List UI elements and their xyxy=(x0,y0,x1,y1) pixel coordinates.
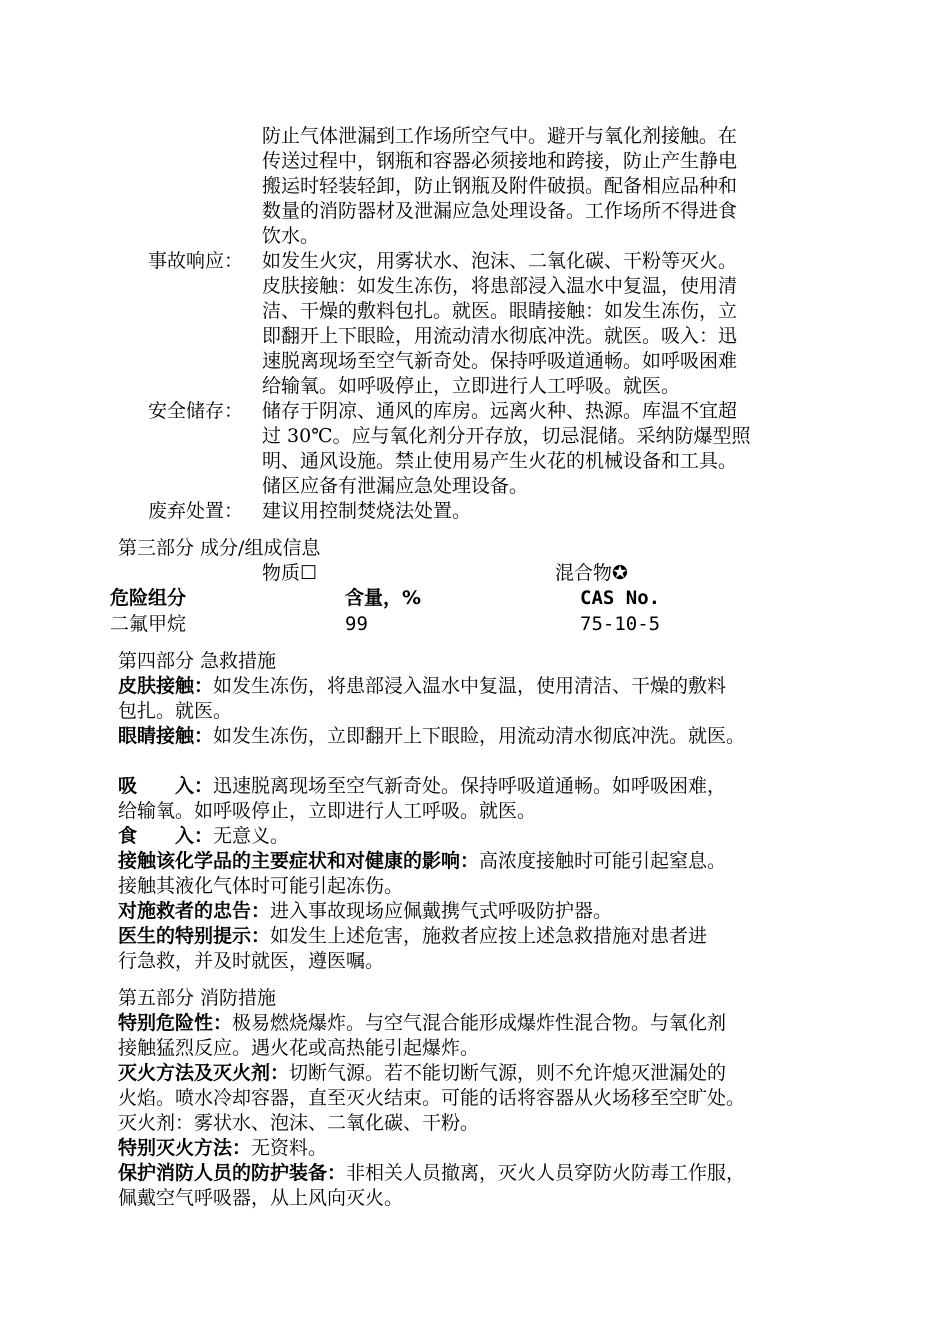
text-line: 储区应备有泄漏应急处理设备。 xyxy=(262,475,529,497)
text-line: 速脱离现场至空气新奇处。保持呼吸道通畅。如呼吸困难 xyxy=(262,350,738,372)
accident-label: 事故响应： xyxy=(148,250,244,272)
disposal-label: 废弃处置： xyxy=(148,500,244,522)
substance-option: 物质☐ xyxy=(262,562,318,584)
special-hazard: 特别危险性：极易燃烧爆炸。与空气混合能形成爆炸性混合物。与氧化剂 xyxy=(118,1012,727,1034)
table-cell-content: 99 xyxy=(345,613,368,635)
table-cell-component: 二氟甲烷 xyxy=(110,613,187,635)
text-line: 如发生火灾，用雾状水、泡沫、二氧化碳、干粉等灭火。 xyxy=(262,250,738,272)
text-line: 过 30℃。应与氧化剂分开存放，切忌混储。采纳防爆型照 xyxy=(262,425,751,447)
part5-body xyxy=(118,1011,848,1211)
text-line: 接触其液化气体时可能引起冻伤。 xyxy=(118,875,404,897)
text-line: 火焰。喷水冷却容器，直至灭火结束。可能的话将容器从火场移至空旷处。 xyxy=(118,1087,746,1109)
text-line: 传送过程中，钢瓶和容器必须接地和跨接，防止产生静电 xyxy=(262,150,738,172)
text-line: 行急救，并及时就医，遵医嘱。 xyxy=(118,950,385,972)
safe-storage xyxy=(148,399,848,499)
storage-label: 安全储存： xyxy=(148,400,244,422)
text-line: 数量的消防器材及泄漏应急处理设备。工作场所不得进食 xyxy=(262,200,738,222)
part3-title: 第三部分 成分/组成信息 xyxy=(118,537,321,559)
protective-equipment: 保护消防人员的防护装备：非相关人员撤离，灭火人员穿防火防毒工作服， xyxy=(118,1162,746,1184)
text-line: 皮肤接触：如发生冻伤，将患部浸入温水中复温，使用清 xyxy=(262,275,738,297)
text-line: 给输氧。如呼吸停止，立即进行人工呼吸。就医。 xyxy=(262,375,681,397)
mixture-option: 混合物✪ xyxy=(555,562,628,584)
part4-body xyxy=(118,674,848,974)
text-line: 储存于阴凉、通风的库房。远离火种、热源。库温不宜超 xyxy=(262,400,738,422)
table-header-content: 含量，% xyxy=(345,587,422,609)
ingestion: 食 入：无意义。 xyxy=(118,825,290,847)
rescuer-advice: 对施救者的忠告：进入事故现场应佩戴携气式呼吸防护器。 xyxy=(118,900,613,922)
text-line: 防止气体泄漏到工作场所空气中。避开与氧化剂接触。在 xyxy=(262,125,738,147)
part4-title: 第四部分 急救措施 xyxy=(118,650,277,672)
special-method: 特别灭火方法：无资料。 xyxy=(118,1137,328,1159)
table-header-cas: CAS No. xyxy=(580,587,661,609)
text-line: 接触猛烈反应。遇火花或高热能引起爆炸。 xyxy=(118,1037,480,1059)
text-line: 佩戴空气呼吸器，从上风向灭火。 xyxy=(118,1187,404,1209)
accident-response xyxy=(148,249,848,399)
eye-contact: 眼睛接触：如发生冻伤，立即翻开上下眼睑，用流动清水彻底冲洗。就医。 xyxy=(118,725,746,747)
handling-continuation xyxy=(262,124,842,249)
part5-title: 第五部分 消防措施 xyxy=(118,987,277,1009)
text-line: 即翻开上下眼睑，用流动清水彻底冲洗。就医。吸入：迅 xyxy=(262,325,738,347)
text-line: 包扎。就医。 xyxy=(118,700,233,722)
text-line: 搬运时轻装轻卸，防止钢瓶及附件破损。配备相应品种和 xyxy=(262,175,738,197)
table-cell-cas: 75-10-5 xyxy=(580,613,661,635)
text-line: 明、通风设施。禁止使用易产生火花的机械设备和工具。 xyxy=(262,450,738,472)
symptoms: 接触该化学品的主要症状和对健康的影响：高浓度接触时可能引起窒息。 xyxy=(118,850,727,872)
skin-contact: 皮肤接触：如发生冻伤，将患部浸入温水中复温，使用清洁、干燥的敷料 xyxy=(118,675,727,697)
doctor-note: 医生的特别提示：如发生上述危害，施救者应按上述急救措施对患者进 xyxy=(118,925,708,947)
table-header-component: 危险组分 xyxy=(110,587,187,609)
inhalation: 吸 入：迅速脱离现场至空气新奇处。保持呼吸道通畅。如呼吸困难， xyxy=(118,775,727,797)
text-line: 建议用控制焚烧法处置。 xyxy=(262,500,472,522)
text-line: 灭火剂：雾状水、泡沫、二氧化碳、干粉。 xyxy=(118,1112,480,1134)
text-line: 洁、干燥的敷料包扎。就医。眼睛接触：如发生冻伤，立 xyxy=(262,300,738,322)
waste-disposal xyxy=(148,499,848,524)
text-line: 饮水。 xyxy=(262,225,320,247)
text-line: 给输氧。如呼吸停止，立即进行人工呼吸。就医。 xyxy=(118,800,537,822)
extinguish-method: 灭火方法及灭火剂：切断气源。若不能切断气源，则不允许熄灭泄漏处的 xyxy=(118,1062,727,1084)
